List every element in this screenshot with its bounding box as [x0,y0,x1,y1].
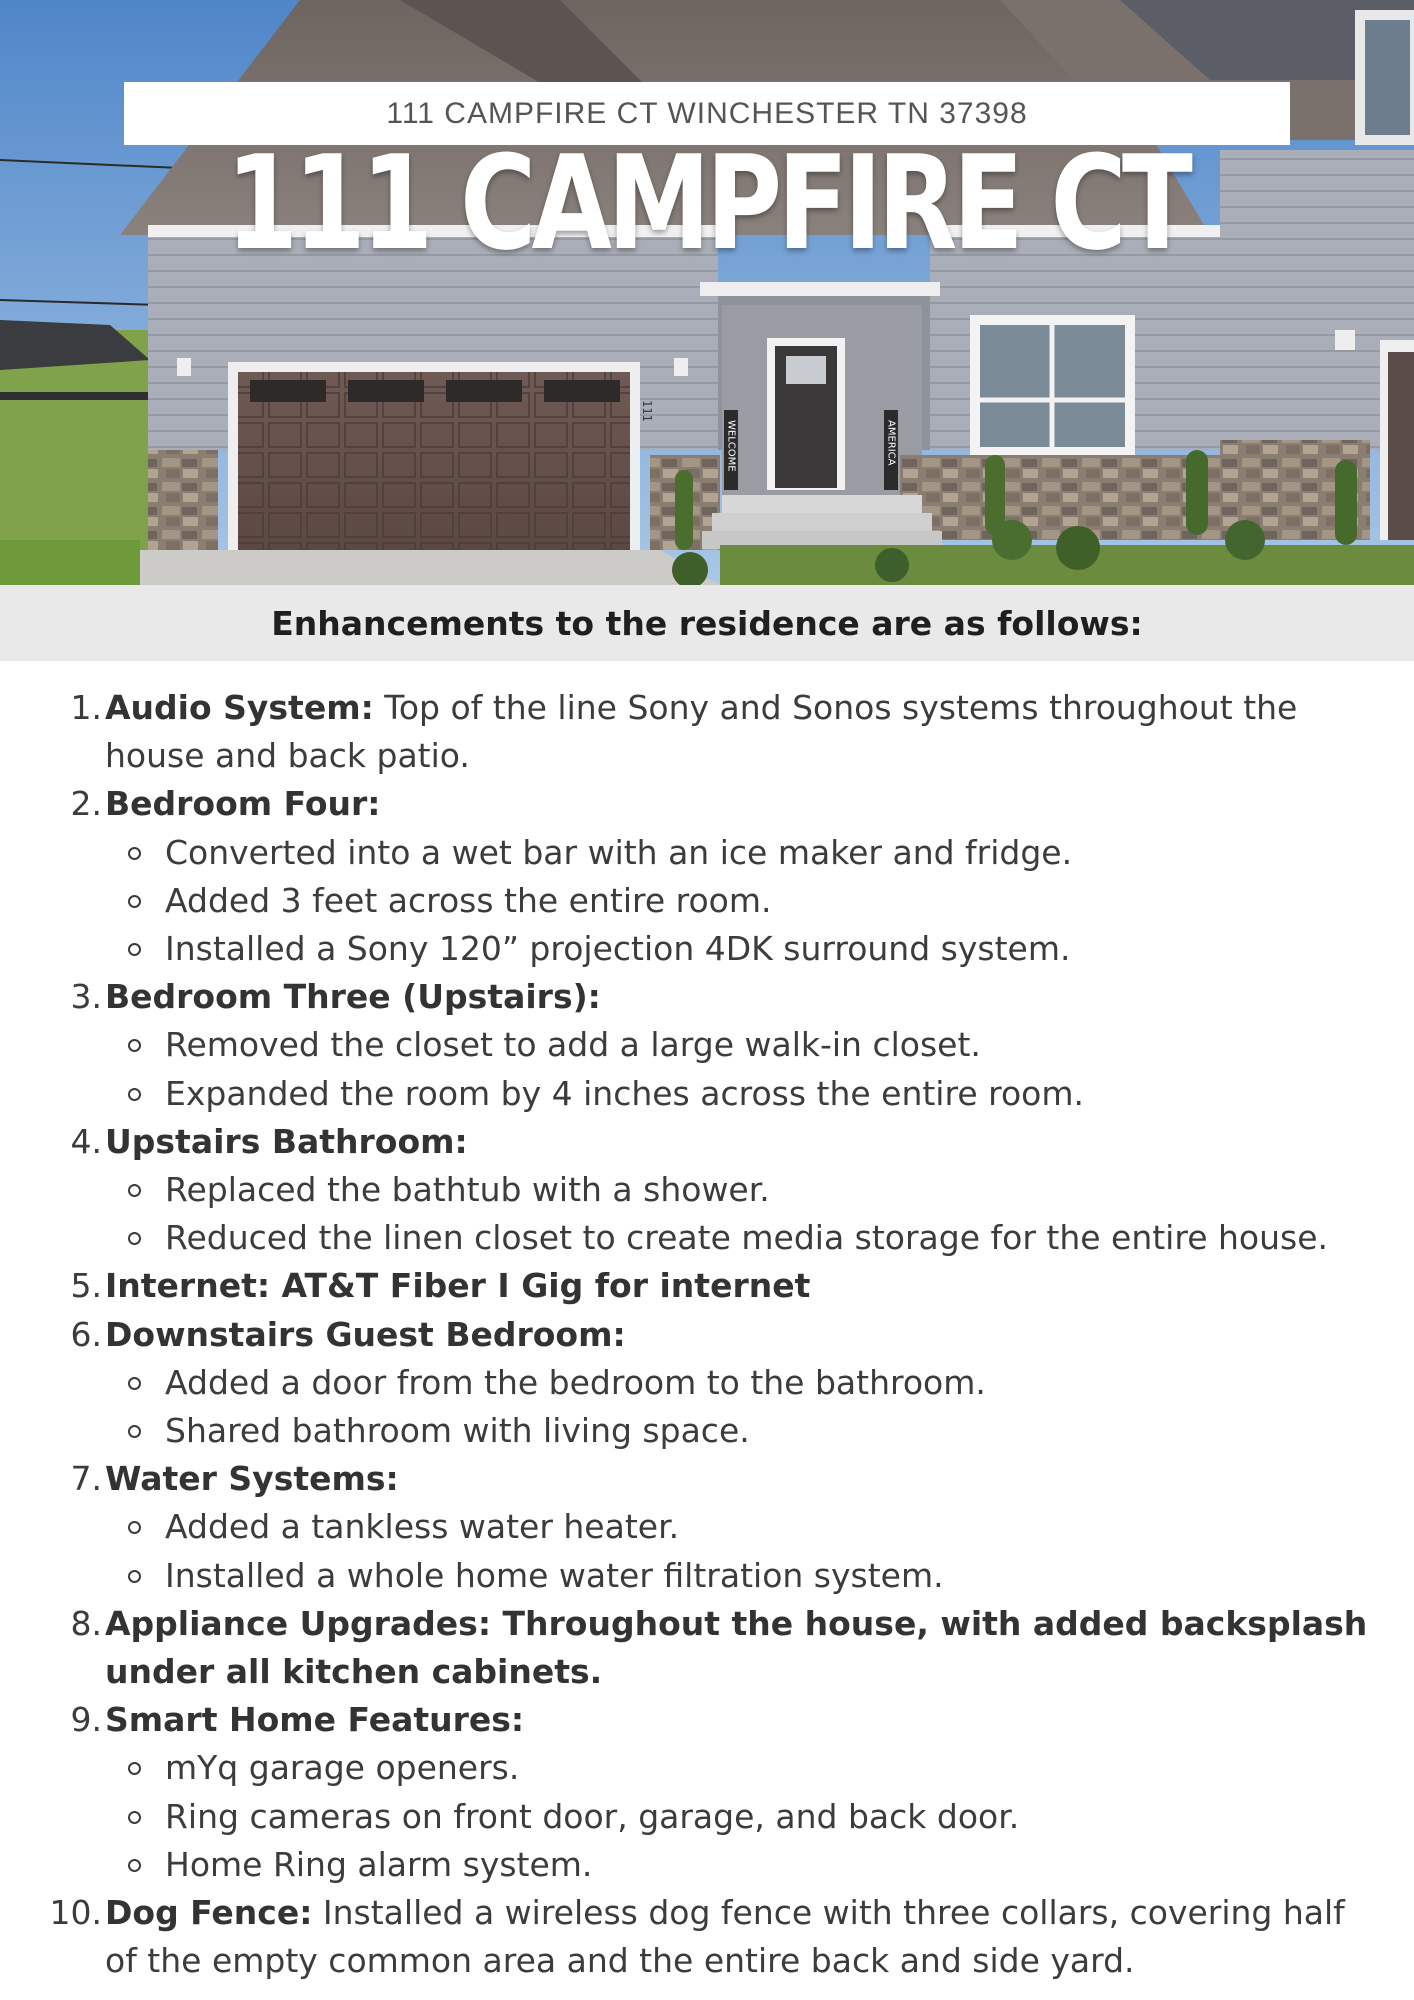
sub-list-item [0,1070,1414,1118]
circle-bullet-icon [128,1425,141,1438]
sub-list-item [0,1503,1414,1551]
list-item-label: Internet: AT&T Fiber I Gig for internet [105,1266,811,1306]
sub-list-item [0,1744,1414,1792]
sub-list-item [0,877,1414,925]
sub-list-item-text: mYq garage openers. [165,1748,520,1788]
list-item-label: Smart Home Features: [105,1700,525,1740]
sub-list-item-text: Replaced the bathtub with a shower. [165,1170,770,1210]
sub-list-item [0,1841,1414,1889]
sub-list-item [0,1021,1414,1069]
list-item [0,973,1414,1021]
list-item [0,1118,1414,1166]
sub-list-item-text: Expanded the room by 4 inches across the entire room. [165,1073,1084,1113]
list-item [0,1600,1414,1696]
list-item-number: 3. [70,977,102,1017]
sub-list-item [0,1359,1414,1407]
list-item-number: 4. [70,1121,102,1161]
list-item-number: 2. [70,784,102,824]
sub-list-item-text: Added 3 feet across the entire room. [165,880,772,920]
circle-bullet-icon [128,1521,141,1534]
sub-list-item-text: Converted into a wet bar with an ice maker and fridge. [165,832,1073,872]
subheading: Enhancements to the residence are as follows: [271,603,1143,643]
circle-bullet-icon [128,1377,141,1390]
list-item-label: Appliance Upgrades: Throughout the house, with added backsplash under all kitchen cabinets. [105,1603,1368,1692]
sub-list-item-text: Ring cameras on front door, garage, and back door. [165,1796,1020,1836]
sub-list-item [0,829,1414,877]
sub-list-item-text: Home Ring alarm system. [165,1844,593,1884]
circle-bullet-icon [128,847,141,860]
subheading-band [0,585,1414,661]
list-item-text: Top of the line Sony and Sonos systems throughout the house and back patio. [105,688,1298,776]
sub-list-item [0,1214,1414,1262]
list-item [0,1889,1414,1985]
list-item [0,780,1414,828]
circle-bullet-icon [128,1039,141,1052]
circle-bullet-icon [128,1088,141,1101]
list-item-number: 10. [49,1893,102,1933]
page-title: 111 CAMPFIRE CT [225,127,1189,279]
sub-list-item [0,1407,1414,1455]
circle-bullet-icon [128,943,141,956]
porch-sign-right: AMERICA [885,420,897,466]
sub-list-item-text: Added a tankless water heater. [165,1507,680,1547]
list-item-number: 5. [70,1266,102,1306]
sub-list-item-text: Installed a whole home water filtration system. [165,1555,944,1595]
circle-bullet-icon [128,1762,141,1775]
list-item-number: 6. [70,1314,102,1354]
sub-list-item-text: Reduced the linen closet to create media storage for the entire house. [165,1218,1328,1258]
list-item-label: Audio System: [105,688,374,727]
list-item-number: 1. [70,688,102,727]
hero-photo [0,0,1414,585]
list-item [0,1696,1414,1744]
address-text: 111 CAMPFIRE CT WINCHESTER TN 37398 [386,96,1028,130]
list-item-label: Dog Fence: [105,1893,313,1933]
list-item-label: Water Systems: [105,1459,399,1499]
circle-bullet-icon [128,895,141,908]
list-item [0,684,1414,780]
sub-list-item-text: Installed a Sony 120” projection 4DK surround system. [165,929,1071,969]
porch-sign-left: WELCOME [725,420,737,472]
circle-bullet-icon [128,1232,141,1245]
list-item [0,1262,1414,1310]
sub-list-item-text: Added a door from the bedroom to the bathroom. [165,1362,986,1402]
sub-list-item [0,1793,1414,1841]
list-item-number: 8. [70,1603,102,1643]
list-item-text: Installed a wireless dog fence with three collars, covering half of the empty common area and the entire back and side yard. [105,1893,1345,1981]
list-item-number: 7. [70,1459,102,1499]
sub-list-item [0,1552,1414,1600]
list-item [0,1311,1414,1359]
sub-list-item [0,1166,1414,1214]
circle-bullet-icon [128,1811,141,1824]
list-item [0,1455,1414,1503]
sub-list-item [0,925,1414,973]
list-item-label: Upstairs Bathroom: [105,1121,468,1161]
circle-bullet-icon [128,1184,141,1197]
list-item-number: 9. [70,1700,102,1740]
list-item-label: Bedroom Three (Upstairs): [105,977,601,1017]
list-item-label: Bedroom Four: [105,784,381,824]
list-item-label: Downstairs Guest Bedroom: [105,1314,626,1354]
circle-bullet-icon [128,1570,141,1583]
house-number-sign: 111 [640,400,654,422]
circle-bullet-icon [128,1859,141,1872]
enhancements-list [0,684,1414,1985]
sub-list-item-text: Removed the closet to add a large walk-in closet. [165,1025,981,1065]
sub-list-item-text: Shared bathroom with living space. [165,1411,750,1451]
